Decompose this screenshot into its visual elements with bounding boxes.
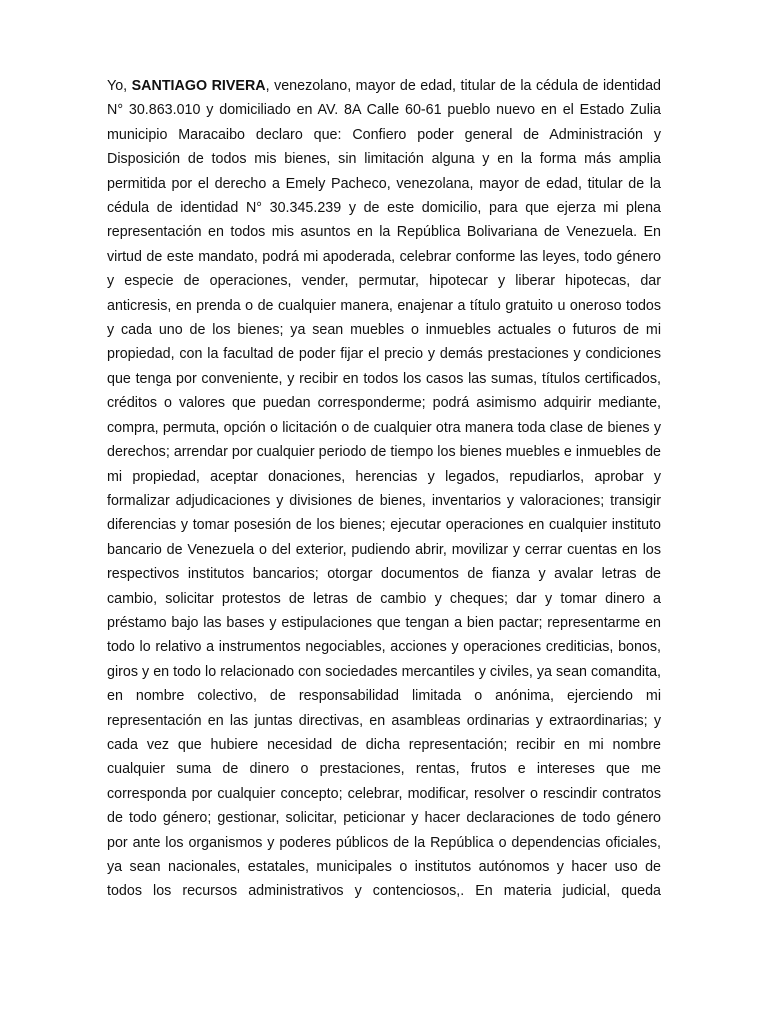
grantor-name: SANTIAGO RIVERA xyxy=(131,78,266,94)
paragraph-intro: Yo, xyxy=(107,78,132,94)
power-of-attorney-paragraph xyxy=(107,74,661,904)
paragraph-body: , venezolano, mayor de edad, titular de la cédula de identidad N° 30.863.010 y domiciliado en AV. 8A Calle 60-61 pueblo nuevo en el Estado Zulia municipio Maracaibo declaro que: Confiero poder general de Administración y Disposición de todos mis bienes, sin limitación alguna y en la forma más amplia permitida por el derecho a Emely Pacheco, venezolana, mayor de edad, titular de la cédula de identidad N° 30.345.239 y de este domicilio, para que ejerza mi plena representación en todos mis asuntos en la República Bolivariana de Venezuela. En virtud de este mandato, podrá mi apoderada, celebrar conforme las leyes, todo género y especie de operaciones, vender, permutar, hipotecar y liberar hipotecas, dar anticresis, en prenda o de cualquier manera, enajenar a título gratuito u oneroso todos y cada uno de los bienes; ya sean muebles o inmuebles actuales o futuros de mi propiedad, con la facultad de poder fijar el precio y demás prestaciones y condiciones que tenga por conveniente, y recibir en todos los casos las sumas, títulos certificados, créditos o valores que puedan corresponderme; podrá asimismo adquirir mediante, compra, permuta, opción o licitación o de cualquier otra manera toda clase de bienes y derechos; arrendar por cualquier periodo de tiempo los bienes muebles e inmuebles de mi propiedad, aceptar donaciones, herencias y legados, repudiarlos, aprobar y formalizar adjudicaciones y divisiones de bienes, inventarios y valoraciones; transigir diferencias y tomar posesión de los bienes; ejecutar operaciones en cualquier instituto bancario de Venezuela o del exterior, pudiendo abrir, movilizar y cerrar cuentas en los respectivos institutos bancarios; otorgar documentos de fianza y avalar letras de cambio, solicitar protestos de letras de cambio y cheques; dar y tomar dinero a préstamo bajo las bases y estipulaciones que tengan a bien pactar; representarme en todo lo relativo a instrumentos negociables, acciones y operaciones crediticias, bonos, giros y en todo lo relacionado con sociedades mercantiles y civiles, ya sean comandita, en nombre colectivo, de responsabilidad limitada o anónima, ejerciendo mi representación en las juntas directivas, en asambleas ordinarias y extraordinarias; y cada vez que hubiere necesidad de dicha representación; recibir en mi nombre cualquier suma de dinero o prestaciones, rentas, frutos e intereses que me corresponda por cualquier concepto; celebrar, modificar, resolver o rescindir contratos de todo género; gestionar, solicitar, peticionar y hacer declaraciones de todo género por ante los organismos y poderes públicos de la República o dependencias oficiales, ya sean nacionales, estatales, municipales o institutos autónomos y hacer uso de todos los recursos administrativos y contenciosos,. En materia judicial, queda xyxy=(107,78,661,900)
